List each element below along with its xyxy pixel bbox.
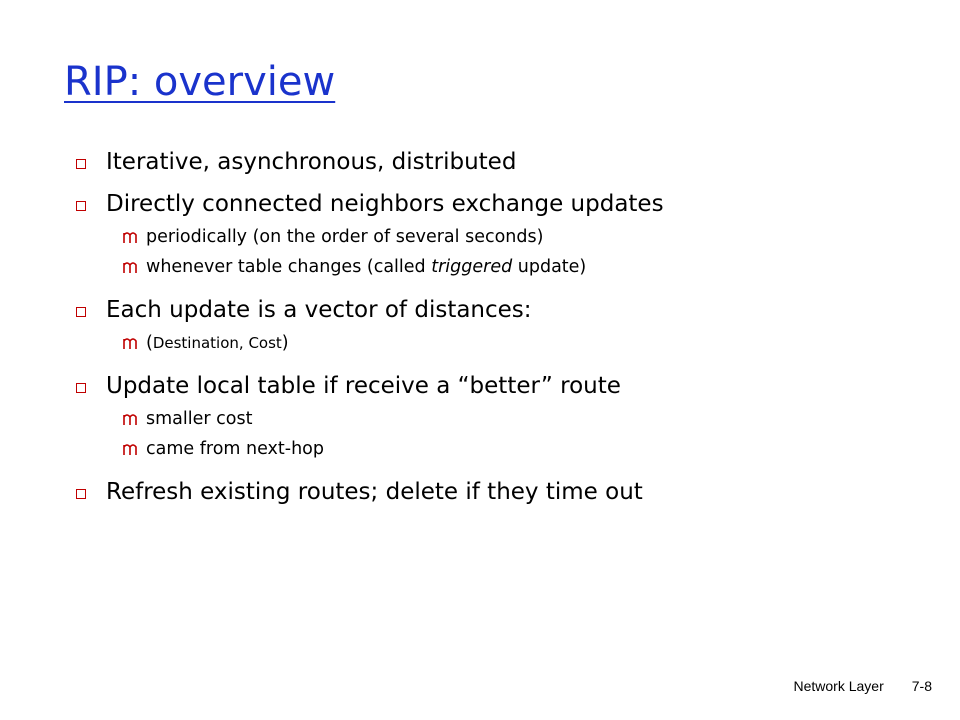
square-bullet-icon [76,159,86,169]
sub-bullet-item [76,328,936,358]
square-bullet-icon [76,489,86,499]
bullet-text: Update local table if receive a “better” route [106,373,621,399]
footer-section-label: Network Layer [793,678,884,694]
sub-bullet-text: smaller cost [146,409,253,429]
sub-bullet-text: came from next-hop [146,439,324,459]
emphasis-text: triggered [431,257,513,277]
page-number: 7-8 [911,678,932,694]
sub-bullet-item [76,252,936,282]
square-bullet-icon [76,383,86,393]
sub-bullet-item [76,404,936,434]
sub-bullet-item [76,434,936,464]
sub-bullet-item [76,222,936,252]
bullet-text: Iterative, asynchronous, distributed [106,149,517,175]
sub-bullet-list [76,222,936,282]
bullet-item [76,370,936,402]
sub-bullet-text: periodically (on the order of several seconds) [146,227,544,247]
m-bullet-icon [122,260,138,274]
sub-bullet-list [76,328,936,358]
m-bullet-icon [122,442,138,456]
m-bullet-icon [122,412,138,426]
sub-bullet-text: (Destination, Cost) [146,333,289,353]
slide-footer [794,678,933,694]
m-bullet-icon [122,336,138,350]
slide-title: RIP: overview [64,59,336,105]
sub-bullet-text: whenever table changes (called triggered update) [146,257,587,277]
bullet-item [76,476,936,508]
m-bullet-icon [122,230,138,244]
bullet-item [76,294,936,326]
bullet-item [76,146,936,178]
bullet-text: Refresh existing routes; delete if they time out [106,479,643,505]
bullet-text: Directly connected neighbors exchange updates [106,191,664,217]
bullet-text: Each update is a vector of distances: [106,297,532,323]
square-bullet-icon [76,201,86,211]
sub-bullet-list [76,404,936,464]
bullet-list [76,146,936,508]
square-bullet-icon [76,307,86,317]
bullet-item [76,188,936,220]
